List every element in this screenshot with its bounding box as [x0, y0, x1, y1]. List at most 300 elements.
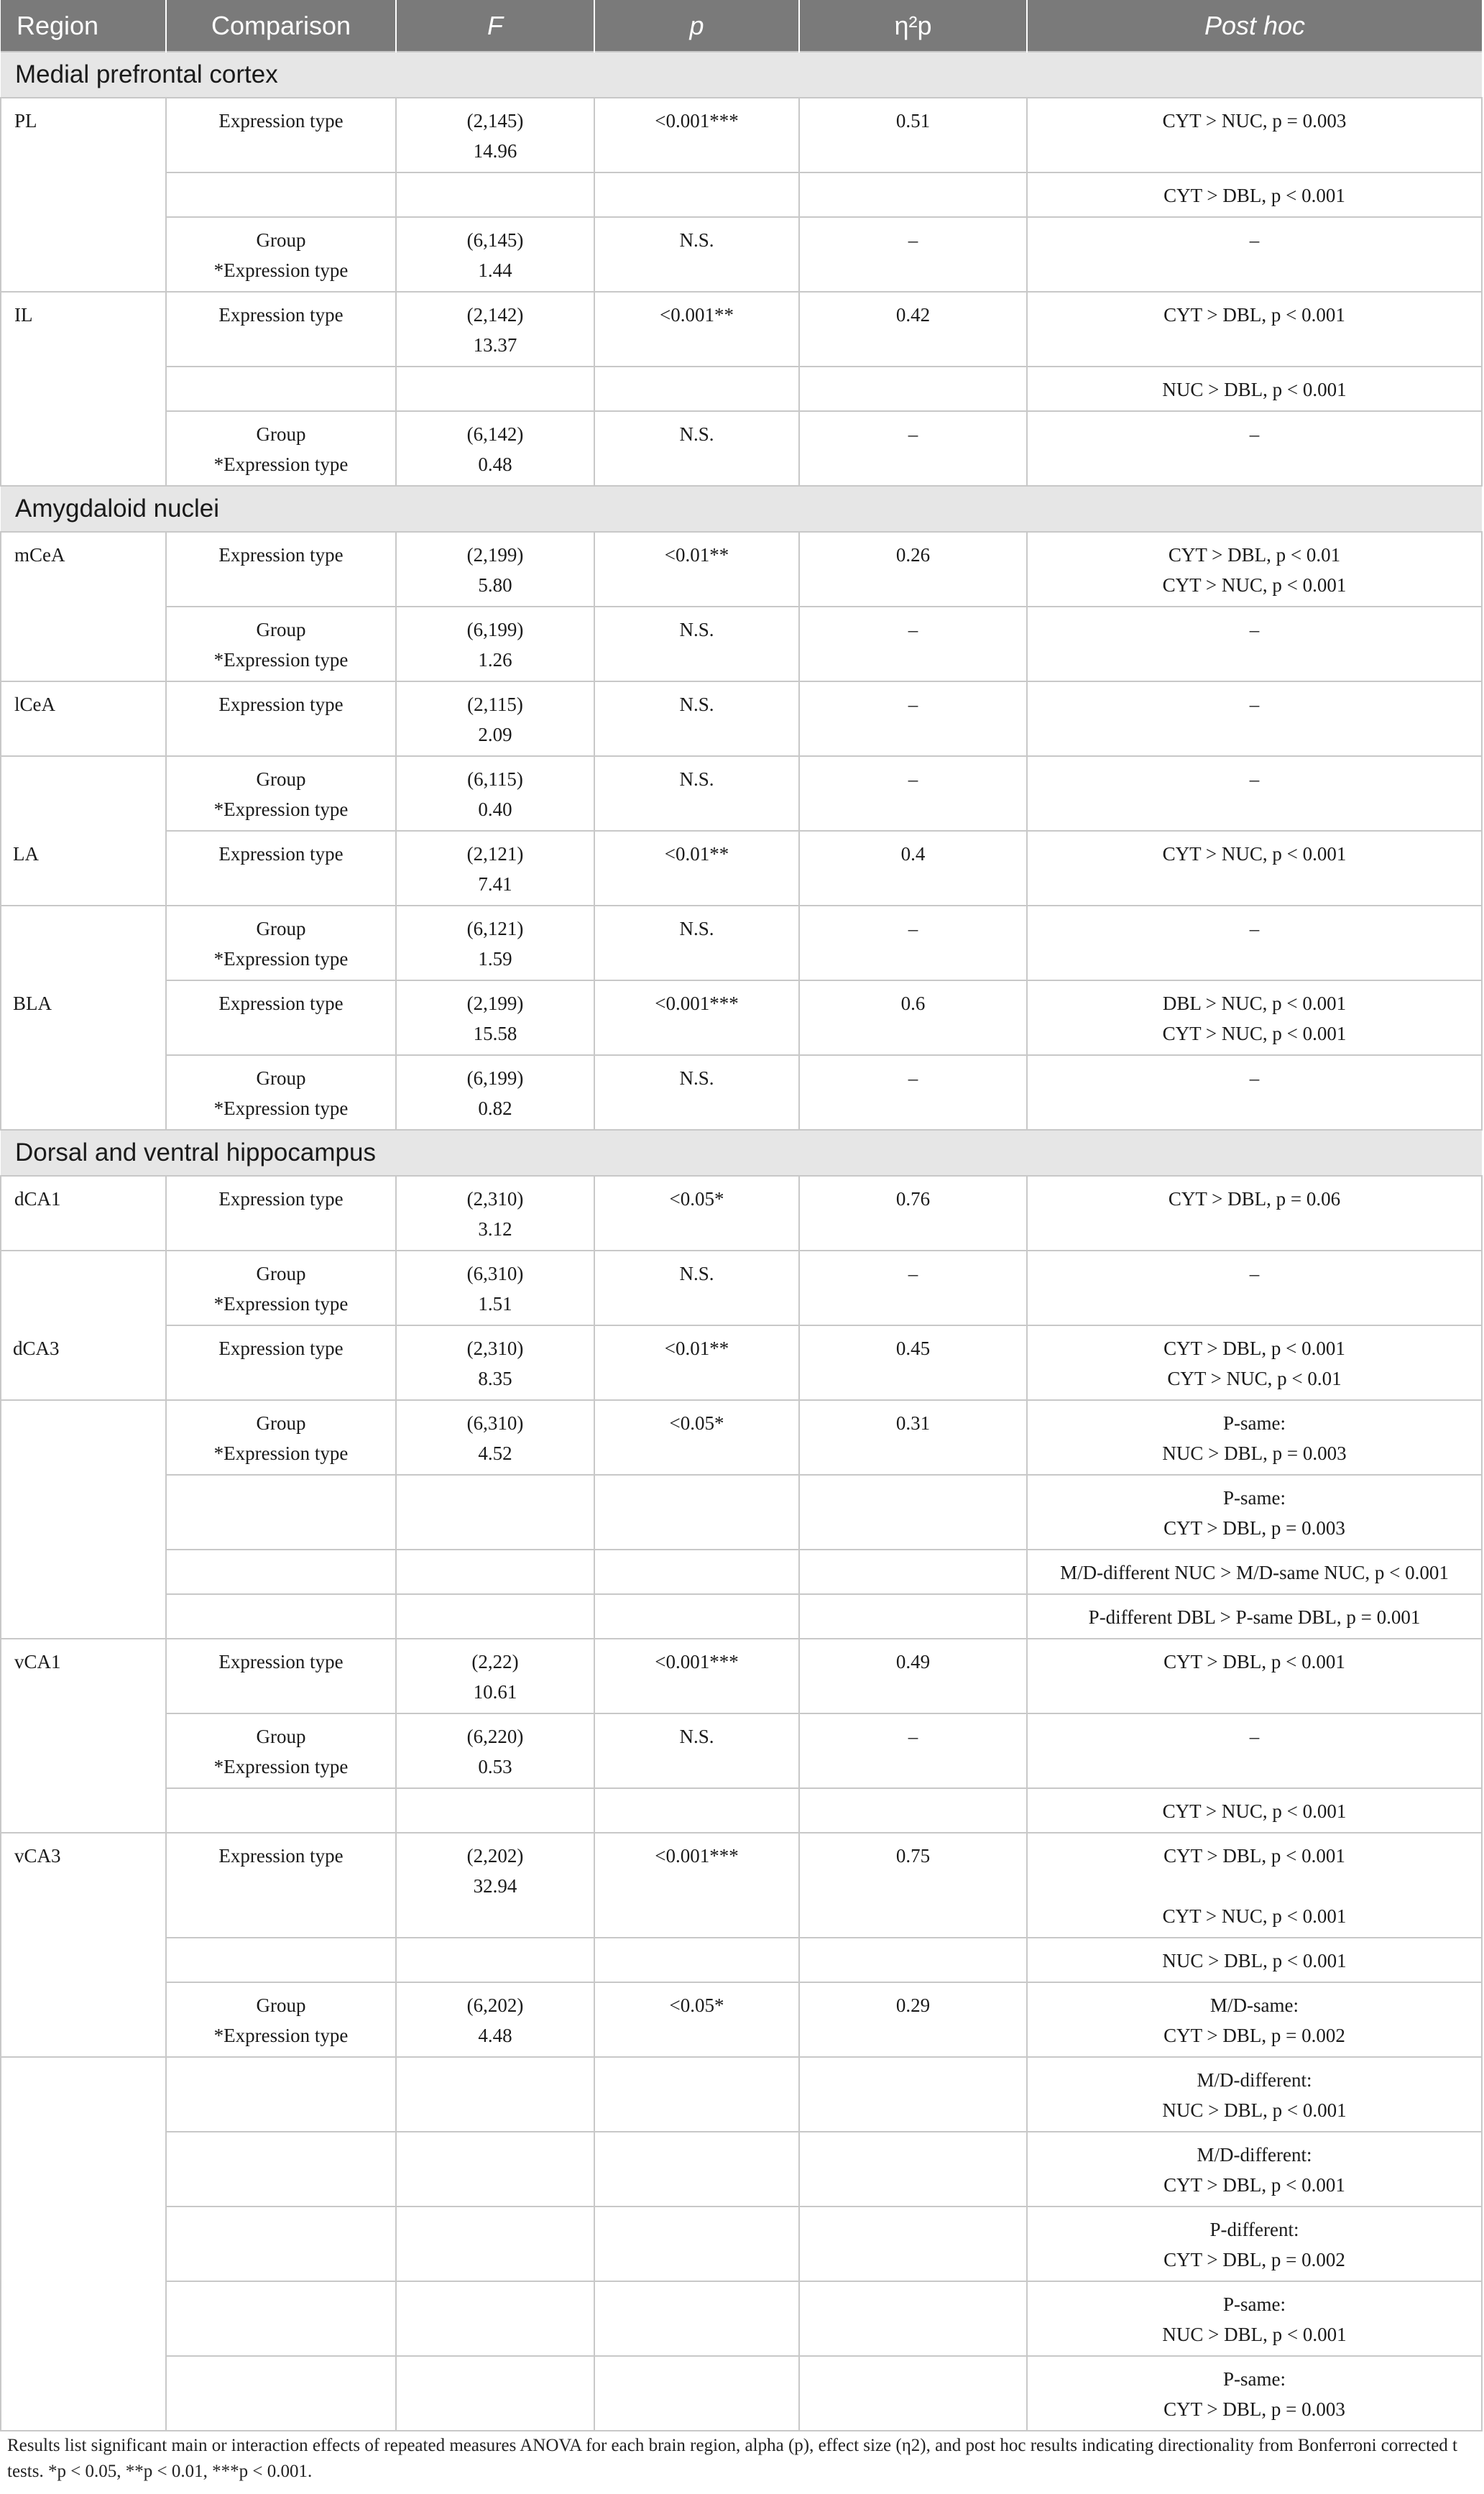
posthoc-line: CYT > DBL, p < 0.01	[1168, 544, 1341, 566]
posthoc-cell	[1027, 831, 1482, 906]
posthoc-cell	[1027, 607, 1482, 681]
posthoc-cell	[1027, 1788, 1482, 1833]
p-cell: N.S.	[594, 906, 799, 980]
comparison-line: Expression type	[218, 110, 344, 132]
comparison-line: Expression type	[218, 1188, 344, 1210]
region-label: vCA3	[14, 1845, 61, 1867]
f-line: 7.41	[478, 873, 512, 895]
table-row	[1, 1400, 1482, 1475]
p-cell	[594, 2207, 799, 2281]
region-label	[14, 914, 161, 944]
eta-cell: 0.51	[799, 98, 1027, 172]
region-cell	[1, 1251, 166, 1400]
header-region: Region	[1, 0, 166, 52]
f-line: 0.48	[478, 454, 512, 475]
p-cell: N.S.	[594, 1251, 799, 1325]
p-cell	[594, 2356, 799, 2431]
f-line: 0.82	[478, 1098, 512, 1119]
p-cell: N.S.	[594, 756, 799, 831]
p-cell	[594, 367, 799, 411]
posthoc-cell	[1027, 2132, 1482, 2207]
f-line: 32.94	[473, 1875, 517, 1897]
f-cell	[396, 2356, 594, 2431]
region-label: LA	[13, 843, 39, 865]
region-label	[14, 1408, 161, 1438]
posthoc-line: CYT > DBL, p = 0.002	[1163, 2025, 1345, 2046]
f-line: 15.58	[473, 1023, 517, 1044]
region-label	[14, 2065, 161, 2095]
posthoc-line: NUC > DBL, p < 0.001	[1162, 379, 1347, 400]
region-label: vCA1	[14, 1651, 61, 1672]
f-line: 0.53	[478, 1756, 512, 1777]
eta-cell: 0.75	[799, 1833, 1027, 1938]
f-cell	[396, 1788, 594, 1833]
region-label: dCA1	[14, 1188, 61, 1210]
comparison-line: Group	[256, 1994, 306, 2016]
region-label: IL	[14, 304, 33, 326]
f-cell	[396, 2132, 594, 2207]
region-cell	[1, 2057, 166, 2431]
f-line: (6,142)	[466, 423, 524, 445]
table-row	[1, 98, 1482, 172]
header-comparison: Comparison	[166, 0, 396, 52]
region-cell	[1, 681, 166, 756]
posthoc-cell	[1027, 1639, 1482, 1713]
table-row	[1, 2207, 1482, 2281]
eta-cell: 0.42	[799, 292, 1027, 367]
comparison-cell	[166, 1055, 396, 1130]
table-row	[1, 756, 1482, 831]
region-cell	[1, 1639, 166, 1833]
p-cell	[594, 1550, 799, 1594]
section-row	[1, 486, 1482, 532]
section-title: Medial prefrontal cortex	[1, 52, 1482, 98]
posthoc-cell	[1027, 1325, 1482, 1400]
comparison-line: Expression type	[218, 694, 344, 715]
f-line: (2,310)	[466, 1338, 524, 1359]
posthoc-line: CYT > DBL, p = 0.002	[1163, 2249, 1345, 2270]
f-line: (2,115)	[467, 694, 523, 715]
table-row	[1, 1833, 1482, 1938]
header-f: F	[396, 0, 594, 52]
table-row	[1, 681, 1482, 756]
posthoc-cell	[1027, 1400, 1482, 1475]
table-row	[1, 1176, 1482, 1251]
comparison-line: Group	[256, 768, 306, 790]
f-cell	[396, 831, 594, 906]
posthoc-line: CYT > DBL, p = 0.003	[1163, 1517, 1345, 1539]
posthoc-line: –	[1249, 768, 1260, 790]
f-line: 5.80	[478, 574, 512, 596]
p-cell: N.S.	[594, 1055, 799, 1130]
f-cell	[396, 1594, 594, 1639]
comparison-cell	[166, 217, 396, 292]
posthoc-line: DBL > NUC, p < 0.001	[1162, 993, 1347, 1014]
comparison-line: Expression type	[218, 1651, 344, 1672]
region-cell	[1, 1176, 166, 1251]
comparison-cell	[166, 2356, 396, 2431]
posthoc-cell	[1027, 1982, 1482, 2057]
f-line: 1.51	[478, 1293, 512, 1315]
posthoc-line: P-different DBL > P-same DBL, p = 0.001	[1088, 1606, 1421, 1628]
comparison-line: Group	[256, 1263, 306, 1284]
f-cell	[396, 1938, 594, 1982]
f-cell	[396, 681, 594, 756]
f-cell	[396, 1713, 594, 1788]
comparison-cell	[13, 831, 396, 906]
posthoc-cell	[1027, 1475, 1482, 1550]
p-cell: N.S.	[594, 681, 799, 756]
posthoc-line: CYT > DBL, p < 0.001	[1163, 1845, 1345, 1867]
f-line: 8.35	[478, 1368, 512, 1389]
comparison-cell	[166, 681, 396, 756]
p-cell: <0.001**	[594, 292, 799, 367]
table-row	[1, 1982, 1482, 2057]
comparison-cell	[166, 1550, 396, 1594]
header-p: p	[594, 0, 799, 52]
comparison-line: *Expression type	[213, 799, 349, 820]
f-line: (2,22)	[471, 1651, 519, 1672]
posthoc-cell	[1027, 2356, 1482, 2431]
posthoc-cell	[1027, 2207, 1482, 2281]
table-row	[1, 411, 1482, 486]
comparison-cell	[166, 2281, 396, 2356]
eta-cell: –	[799, 756, 1027, 831]
f-line: (6,199)	[466, 619, 524, 640]
table-body	[1, 52, 1482, 2431]
table-row	[1, 1938, 1482, 1982]
comparison-cell	[166, 1788, 396, 1833]
posthoc-cell	[1027, 411, 1482, 486]
comparison-cell	[13, 980, 396, 1055]
posthoc-line: P-same:	[1223, 2293, 1286, 2315]
posthoc-line: NUC > DBL, p = 0.003	[1162, 1442, 1347, 1464]
f-line: 1.26	[478, 649, 512, 671]
region-cell	[1, 756, 166, 906]
table-row	[1, 1788, 1482, 1833]
table-row	[1, 532, 1482, 607]
posthoc-line: CYT > DBL, p < 0.001	[1163, 185, 1345, 206]
region-label	[14, 1258, 161, 1289]
f-line: (6,310)	[466, 1412, 524, 1434]
posthoc-line: –	[1249, 619, 1260, 640]
p-cell: N.S.	[594, 607, 799, 681]
posthoc-cell	[1027, 292, 1482, 367]
comparison-cell	[166, 1833, 396, 1938]
table-row	[1, 2281, 1482, 2356]
posthoc-line: CYT > NUC, p < 0.001	[1162, 1800, 1347, 1822]
f-line: (6,310)	[466, 1263, 524, 1284]
section-row	[1, 52, 1482, 98]
section-title: Dorsal and ventral hippocampus	[1, 1130, 1482, 1176]
table-footnote: Results list significant main or interaction effects of repeated measures ANOVA for each brain region, alpha (p), effect size (η2), and post hoc results indicating directionality from Bonferroni corrected t tests. *p < 0.05, **p < 0.01, ***p < 0.001.	[7, 2436, 1457, 2481]
table-row	[1, 1594, 1482, 1639]
f-line: 4.52	[478, 1442, 512, 1464]
comparison-line: Group	[256, 918, 306, 939]
posthoc-line: –	[1249, 1067, 1260, 1089]
table-row	[1, 1055, 1482, 1130]
eta-cell	[799, 2132, 1027, 2207]
p-cell: N.S.	[594, 411, 799, 486]
f-cell	[396, 1055, 594, 1130]
posthoc-line: P-same:	[1223, 1487, 1286, 1509]
posthoc-cell	[1027, 756, 1482, 831]
posthoc-line: M/D-different:	[1197, 2069, 1312, 2091]
eta-cell: –	[799, 681, 1027, 756]
region-cell	[1, 1400, 166, 1639]
f-cell	[396, 172, 594, 217]
posthoc-line: CYT > DBL, p = 0.003	[1163, 2398, 1345, 2420]
f-cell	[396, 98, 594, 172]
eta-cell: –	[799, 607, 1027, 681]
comparison-cell	[166, 2132, 396, 2207]
header-eta: η²p	[799, 0, 1027, 52]
region-cell	[1, 98, 166, 292]
posthoc-line: CYT > DBL, p < 0.001	[1163, 304, 1345, 326]
section-title: Amygdaloid nuclei	[1, 486, 1482, 532]
p-cell	[594, 1475, 799, 1550]
posthoc-line: CYT > NUC, p < 0.001	[1162, 1023, 1347, 1044]
comparison-cell	[166, 172, 396, 217]
p-cell	[594, 1594, 799, 1639]
posthoc-cell	[1027, 1176, 1482, 1251]
table-row	[1, 2057, 1482, 2132]
eta-cell	[799, 2057, 1027, 2132]
comparison-line: Group	[256, 229, 306, 251]
f-cell	[396, 607, 594, 681]
eta-cell: 0.4	[799, 831, 1027, 906]
eta-cell: –	[799, 906, 1027, 980]
p-cell: <0.05*	[594, 1176, 799, 1251]
f-cell	[396, 1550, 594, 1594]
f-cell	[396, 1639, 594, 1713]
f-line: 13.37	[473, 334, 517, 356]
f-line: 1.59	[478, 948, 512, 970]
region-cell	[1, 1833, 166, 2057]
posthoc-line: CYT > DBL, p < 0.001	[1163, 2174, 1345, 2196]
p-cell: <0.05*	[594, 1982, 799, 2057]
table-row	[1, 1639, 1482, 1713]
f-line: 10.61	[473, 1681, 517, 1703]
table-row	[1, 2356, 1482, 2431]
f-cell	[396, 217, 594, 292]
eta-cell: –	[799, 1055, 1027, 1130]
p-cell	[594, 1788, 799, 1833]
comparison-cell	[166, 1713, 396, 1788]
eta-cell	[799, 1550, 1027, 1594]
f-cell	[396, 532, 594, 607]
comparison-line: *Expression type	[213, 1293, 349, 1315]
posthoc-line: CYT > DBL, p < 0.001	[1163, 1651, 1345, 1672]
eta-cell	[799, 367, 1027, 411]
posthoc-cell	[1027, 681, 1482, 756]
eta-cell: 0.31	[799, 1400, 1027, 1475]
table-row	[1, 292, 1482, 367]
eta-cell	[799, 2207, 1027, 2281]
p-cell	[594, 2281, 799, 2356]
posthoc-line: CYT > NUC, p < 0.001	[1162, 843, 1347, 865]
f-line: (6,121)	[466, 918, 524, 939]
comparison-line: Expression type	[218, 993, 344, 1014]
eta-cell: –	[799, 217, 1027, 292]
f-line: 1.44	[478, 259, 512, 281]
comparison-line: Group	[256, 1067, 306, 1089]
f-cell	[396, 1251, 594, 1325]
posthoc-line: P-same:	[1223, 2368, 1286, 2390]
comparison-line: Group	[256, 1412, 306, 1434]
comparison-cell	[13, 1325, 396, 1400]
comparison-cell	[166, 2207, 396, 2281]
comparison-cell	[166, 532, 396, 607]
comparison-line: *Expression type	[213, 948, 349, 970]
posthoc-line: –	[1249, 918, 1260, 939]
region-label: dCA3	[13, 1338, 60, 1359]
comparison-cell	[166, 906, 396, 980]
comparison-line: *Expression type	[213, 1098, 349, 1119]
eta-cell: –	[799, 411, 1027, 486]
posthoc-cell	[1027, 2281, 1482, 2356]
comparison-line: Expression type	[218, 1338, 344, 1359]
eta-cell	[799, 2281, 1027, 2356]
posthoc-line: P-different:	[1209, 2219, 1299, 2240]
table-row	[1, 1325, 1482, 1400]
comparison-cell	[166, 756, 396, 831]
f-line: (6,199)	[466, 1067, 524, 1089]
posthoc-line: M/D-different NUC > M/D-same NUC, p < 0.001	[1060, 1562, 1449, 1583]
f-line: (6,202)	[466, 1994, 524, 2016]
f-line: 3.12	[478, 1218, 512, 1240]
f-cell	[396, 1475, 594, 1550]
p-cell	[594, 2132, 799, 2207]
eta-cell: 0.49	[799, 1639, 1027, 1713]
table-row	[1, 1713, 1482, 1788]
region-cell	[1, 292, 166, 486]
comparison-line: Expression type	[218, 304, 344, 326]
f-line: (2,199)	[466, 544, 524, 566]
posthoc-cell	[1027, 1055, 1482, 1130]
f-cell	[396, 1400, 594, 1475]
comparison-line: Expression type	[218, 1845, 344, 1867]
f-cell	[396, 906, 594, 980]
f-cell	[396, 2281, 594, 2356]
comparison-line: Group	[256, 619, 306, 640]
p-cell	[594, 172, 799, 217]
table-row	[1, 367, 1482, 411]
eta-cell	[799, 172, 1027, 217]
eta-cell	[799, 1594, 1027, 1639]
f-cell	[396, 2057, 594, 2132]
eta-cell: 0.76	[799, 1176, 1027, 1251]
region-label	[14, 764, 161, 794]
eta-cell: –	[799, 1713, 1027, 1788]
posthoc-line: M/D-different:	[1197, 2144, 1312, 2166]
posthoc-line	[1032, 1871, 1477, 1901]
posthoc-line: CYT > DBL, p = 0.06	[1168, 1188, 1341, 1210]
posthoc-cell	[1027, 980, 1482, 1055]
table-row	[1, 172, 1482, 217]
f-line: (2,145)	[466, 110, 524, 132]
posthoc-line: NUC > DBL, p < 0.001	[1162, 2324, 1347, 2345]
eta-cell: 0.29	[799, 1982, 1027, 2057]
posthoc-line: CYT > NUC, p < 0.01	[1167, 1368, 1342, 1389]
eta-cell: 0.6	[799, 980, 1027, 1055]
p-cell: <0.05*	[594, 1400, 799, 1475]
comparison-cell	[166, 1938, 396, 1982]
f-line: (6,115)	[467, 768, 523, 790]
f-line: 4.48	[478, 2025, 512, 2046]
comparison-cell	[166, 1400, 396, 1475]
p-cell: <0.01**	[594, 1325, 799, 1400]
table-row	[1, 1251, 1482, 1325]
comparison-cell	[166, 1475, 396, 1550]
comparison-cell	[166, 2057, 396, 2132]
p-cell: N.S.	[594, 1713, 799, 1788]
region-label: lCeA	[14, 694, 55, 715]
comparison-cell	[166, 98, 396, 172]
posthoc-cell	[1027, 1713, 1482, 1788]
section-row	[1, 1130, 1482, 1176]
posthoc-line: P-same:	[1223, 1412, 1286, 1434]
table-header-row	[1, 0, 1482, 52]
posthoc-line: –	[1249, 1726, 1260, 1747]
f-line: (2,142)	[466, 304, 524, 326]
f-cell	[396, 1982, 594, 2057]
comparison-cell	[166, 1982, 396, 2057]
p-cell: <0.01**	[594, 831, 799, 906]
posthoc-line: –	[1249, 1263, 1260, 1284]
comparison-line: Group	[256, 1726, 306, 1747]
posthoc-cell	[1027, 532, 1482, 607]
f-line: (2,310)	[466, 1188, 524, 1210]
comparison-line: *Expression type	[213, 1442, 349, 1464]
f-line: 2.09	[478, 724, 512, 745]
comparison-line: Expression type	[218, 843, 344, 865]
posthoc-line: CYT > NUC, p < 0.001	[1162, 1905, 1347, 1927]
comparison-cell	[166, 1176, 396, 1251]
posthoc-line: –	[1249, 694, 1260, 715]
f-line: (2,121)	[466, 843, 524, 865]
posthoc-line: CYT > NUC, p = 0.003	[1162, 110, 1347, 132]
table-row	[1, 831, 1482, 906]
comparison-line: *Expression type	[213, 2025, 349, 2046]
p-cell: <0.001***	[594, 1833, 799, 1938]
header-posthoc: Post hoc	[1027, 0, 1482, 52]
region-label: PL	[14, 110, 37, 132]
comparison-line: *Expression type	[213, 259, 349, 281]
p-cell: N.S.	[594, 217, 799, 292]
eta-cell	[799, 1788, 1027, 1833]
posthoc-cell	[1027, 217, 1482, 292]
f-cell	[396, 980, 594, 1055]
posthoc-line: NUC > DBL, p < 0.001	[1162, 2099, 1347, 2121]
comparison-line: *Expression type	[213, 454, 349, 475]
comparison-cell	[166, 367, 396, 411]
comparison-cell	[166, 1639, 396, 1713]
eta-cell	[799, 1938, 1027, 1982]
posthoc-line: NUC > DBL, p < 0.001	[1162, 1950, 1347, 1971]
table-row	[1, 607, 1482, 681]
posthoc-cell	[1027, 906, 1482, 980]
posthoc-cell	[1027, 367, 1482, 411]
eta-cell: 0.45	[799, 1325, 1027, 1400]
posthoc-cell	[1027, 1594, 1482, 1639]
posthoc-line: –	[1249, 423, 1260, 445]
posthoc-line: M/D-same:	[1210, 1994, 1299, 2016]
eta-cell: 0.26	[799, 532, 1027, 607]
table-row	[1, 1475, 1482, 1550]
f-cell	[396, 1325, 594, 1400]
comparison-cell	[166, 1251, 396, 1325]
